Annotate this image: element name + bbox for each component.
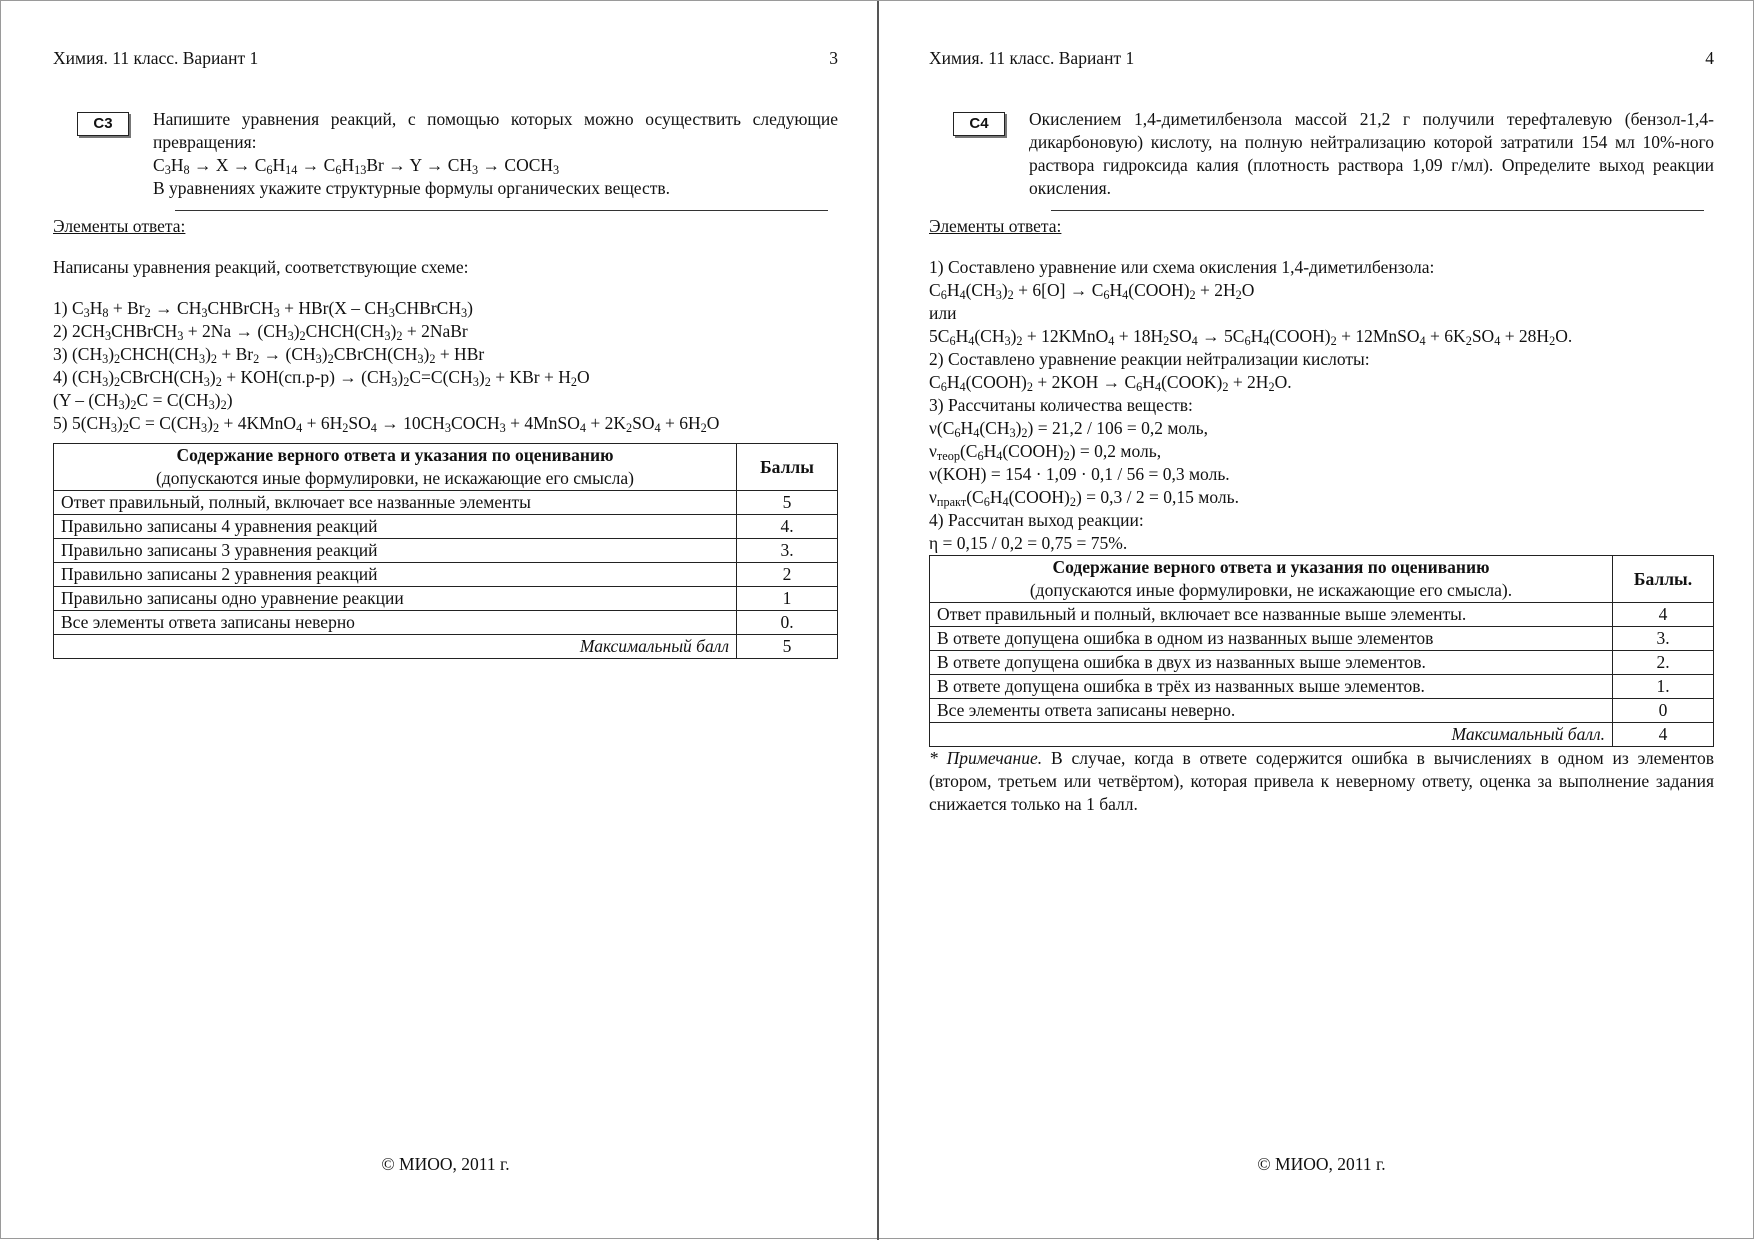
subscript: 6 bbox=[940, 380, 947, 395]
table-max-row bbox=[54, 635, 838, 659]
subscript: 3 bbox=[198, 352, 206, 367]
subscript: 3 bbox=[208, 398, 215, 413]
subscript: 6 bbox=[940, 288, 947, 303]
subscript: 3 bbox=[201, 306, 208, 321]
subscript: 3 bbox=[287, 329, 294, 344]
equation-line: 2) $2CH_3CHBrCH_3 + 2Na$ → $(CH_3)_2CHCH(CH_3)_2$ + 2NaBr bbox=[53, 321, 468, 344]
row-text: В ответе допущена ошибка в одном из названных выше элементов bbox=[930, 627, 1613, 651]
task-text-1: Напишите уравнения реакций, с помощью которых можно осуществить следующие превращения: bbox=[153, 109, 838, 152]
subscript: 2 bbox=[396, 329, 403, 344]
row-score: 1. bbox=[1613, 675, 1714, 699]
solution-line: ν(KOH) = 154 · 1,09 · 0,1 / 56 = 0,3 моль. bbox=[929, 464, 1230, 484]
answer-elements bbox=[53, 215, 838, 659]
subscript: 6 bbox=[949, 334, 956, 349]
task-c3 bbox=[53, 108, 838, 211]
subscript: 4 bbox=[296, 421, 303, 436]
table-row bbox=[54, 491, 838, 515]
subscript: 3 bbox=[472, 163, 479, 178]
subscript: 2 bbox=[484, 375, 491, 390]
row-score: 5 bbox=[737, 491, 838, 515]
table-row bbox=[930, 603, 1714, 627]
subscript: 4 bbox=[973, 426, 980, 441]
table-header-note: (допускаются иные формулировки, не искажающие его смысла) bbox=[156, 468, 634, 488]
subscript: 2 bbox=[570, 375, 577, 390]
subscript: 2 bbox=[130, 398, 137, 413]
left-page bbox=[53, 1, 838, 1240]
table-row bbox=[930, 675, 1714, 699]
task-divider-line bbox=[175, 210, 828, 211]
header-title: Химия. 11 класс. Вариант 1 bbox=[53, 48, 259, 68]
subscript: 4 bbox=[370, 421, 377, 436]
subscript: 3 bbox=[83, 306, 90, 321]
subscript: 2 bbox=[1222, 380, 1229, 395]
note bbox=[929, 747, 1714, 816]
task-label: С4 bbox=[953, 112, 1005, 136]
row-score: 1 bbox=[737, 587, 838, 611]
right-page bbox=[929, 1, 1714, 1240]
subscript: 3 bbox=[201, 421, 208, 436]
subscript: 2 bbox=[212, 421, 220, 436]
subscript: 3 bbox=[499, 421, 506, 436]
subscript: 8 bbox=[102, 306, 109, 321]
subscript: 3 bbox=[177, 329, 184, 344]
table-header-row bbox=[54, 444, 838, 491]
equation-line: 1) $C_3H_8 + Br_2$ → $CH_3CHBrCH_3 + HBr(X$ – $CH_3CHBrCH_3$) bbox=[53, 298, 473, 321]
solution-line: $\nu_{практ}(C_6H_4(COOH)_2) = 0,3 / 2 = 0,15$ моль. bbox=[929, 487, 1239, 510]
row-score: 0. bbox=[737, 611, 838, 635]
subscript: 4 bbox=[959, 380, 966, 395]
subscript: 2 bbox=[1465, 334, 1472, 349]
page-divider bbox=[877, 1, 879, 1240]
subscript: 2 bbox=[1069, 495, 1076, 510]
subscript: 6 bbox=[266, 163, 273, 178]
subscript: 3 bbox=[164, 163, 171, 178]
subscript: 2 bbox=[342, 421, 349, 436]
row-score: 3. bbox=[737, 539, 838, 563]
max-score-label: Максимальный балл. bbox=[930, 723, 1613, 747]
subscript: 6 bbox=[1103, 288, 1110, 303]
subscript: 3 bbox=[995, 288, 1002, 303]
subscript: 3 bbox=[461, 306, 468, 321]
subscript: 4 bbox=[1122, 288, 1129, 303]
grading-table bbox=[53, 443, 838, 659]
solution-line: $C_6H_4(COOH)_2 + 2KOH$ → $C_6H_4(COOK)_2 + 2H_2O$. bbox=[929, 372, 1292, 395]
subscript: 2 bbox=[625, 421, 633, 436]
max-score-value: 4 bbox=[1613, 723, 1714, 747]
solution-line: $C_6H_4(CH_3)_2 + 6[O]$ → $C_6H_4(COOH)_2 + 2H_2O$ bbox=[929, 280, 1255, 303]
table-header-score: Баллы. bbox=[1613, 556, 1714, 603]
table-row bbox=[54, 539, 838, 563]
subscript: 3 bbox=[118, 398, 125, 413]
row-text: Правильно записаны 3 уравнения реакций bbox=[54, 539, 737, 563]
subscript: теор bbox=[936, 449, 960, 464]
subscript: 2 bbox=[429, 352, 436, 367]
subscript: 4 bbox=[968, 334, 975, 349]
table-header-content bbox=[54, 444, 737, 491]
equation-line: 3) $(CH_3)_2CHCH(CH_3)_2 + Br_2$ → $(CH_3)_2CBrCH(CH_3)_2$ + HBr bbox=[53, 344, 485, 367]
subscript: 4 bbox=[959, 288, 966, 303]
subscript: 2 bbox=[1007, 288, 1014, 303]
transformation-scheme: $C_3H_8 \to X \to C_6H_{14} \to C_6H_{13}Br \to Y \to CH_3$ → $COCH_3$ bbox=[153, 155, 560, 178]
row-score: 4 bbox=[1613, 603, 1714, 627]
solution-line: 3) Рассчитаны количества веществ: bbox=[929, 395, 1193, 415]
subscript: 4 bbox=[1419, 334, 1426, 349]
subscript: 2 bbox=[1026, 380, 1033, 395]
subscript: 2 bbox=[403, 375, 410, 390]
row-text: Правильно записаны 2 уравнения реакций bbox=[54, 563, 737, 587]
subscript: 2 bbox=[1268, 380, 1275, 395]
task-divider-line bbox=[1051, 210, 1704, 211]
page-footer: © МИОО, 2011 г. bbox=[1257, 1154, 1386, 1174]
task-text: Окислением 1,4-диметилбензола массой 21,2 г получили терефталевую (бензол-1,4-дикарбоновую) кислоту, на полную нейтрализацию которой затратили 154 мл 10%-ного раствора гидроксида калия (плотность раствора 1,09 г/мл). Определите выход реакции окисления. bbox=[1029, 109, 1714, 198]
subscript: 2 bbox=[1163, 334, 1170, 349]
row-score: 0 bbox=[1613, 699, 1714, 723]
page-number: 3 bbox=[829, 48, 838, 68]
row-text: Ответ правильный, полный, включает все названные элементы bbox=[54, 491, 737, 515]
subscript: 2 bbox=[1549, 334, 1556, 349]
table-row bbox=[54, 515, 838, 539]
table-header-bold: Содержание верного ответа и указания по оцениванию bbox=[1052, 557, 1490, 577]
subscript: 3 bbox=[105, 329, 112, 344]
subscript: 2 bbox=[1021, 426, 1028, 441]
subscript: 13 bbox=[354, 163, 367, 178]
subscript: 6 bbox=[1244, 334, 1251, 349]
table-row bbox=[54, 587, 838, 611]
max-score-value: 5 bbox=[737, 635, 838, 659]
subscript: 3 bbox=[417, 352, 424, 367]
subscript: 8 bbox=[183, 163, 190, 178]
row-score: 2 bbox=[737, 563, 838, 587]
solution-line: $\nu(C_6H_4(CH_3)_2) = 21,2 / 106 = 0,2$ моль, bbox=[929, 418, 1209, 441]
subscript: 4 bbox=[1263, 334, 1270, 349]
subscript: 3 bbox=[391, 375, 398, 390]
grading-table bbox=[929, 555, 1714, 747]
solution-list bbox=[929, 256, 1714, 555]
solution-line: $5C_6H_4(CH_3)_2$ + 12KMnO$_4$ + $18H_2SO_4$ → $5C_6H_4(COOH)_2$ + 12MnSO$_4$ + $6K_2SO_4 + 28H_2O$. bbox=[929, 326, 1573, 349]
page-number: 4 bbox=[1705, 48, 1714, 68]
subscript: 2 bbox=[700, 421, 707, 436]
subscript: 6 bbox=[983, 495, 990, 510]
table-max-row bbox=[930, 723, 1714, 747]
table-header-score: Баллы bbox=[737, 444, 838, 491]
solution-line: 2) Составлено уравнение реакции нейтрализации кислоты: bbox=[929, 349, 1370, 369]
solution-line: $\nu_{теор}(C_6H_4(COOH)_2) = 0,2$ моль, bbox=[929, 441, 1162, 464]
subscript: 3 bbox=[102, 375, 109, 390]
subscript: 6 bbox=[954, 426, 961, 441]
row-text: Правильно записаны одно уравнение реакции bbox=[54, 587, 737, 611]
row-score: 3. bbox=[1613, 627, 1714, 651]
equation-line: 4) $(CH_3)_2CBrCH(CH_3)_2 + KOH(сп.р-р) \to (CH_3)_2C=C(CH_3)_2$ + KBr + $H_2O$ bbox=[53, 367, 590, 390]
subscript: 4 bbox=[1191, 334, 1198, 349]
subscript: 2 bbox=[1189, 288, 1196, 303]
note-text: В случае, когда в ответе содержится ошибка в вычислениях в одном из элементов (втором, третьем или четвёртом), которая привела к неверному ответу, оценка за выполнение задания снижается только на 1 балл. bbox=[929, 748, 1714, 814]
table-header-note: (допускаются иные формулировки, не искажающие его смысла). bbox=[1029, 580, 1513, 600]
row-text: Ответ правильный и полный, включает все названные выше элементы. bbox=[930, 603, 1613, 627]
subscript: 3 bbox=[203, 375, 210, 390]
table-header-content bbox=[930, 556, 1613, 603]
row-text: В ответе допущена ошибка в трёх из названных выше элементов. bbox=[930, 675, 1613, 699]
subscript: 14 bbox=[285, 163, 298, 178]
subscript: 3 bbox=[472, 375, 479, 390]
subscript: 3 bbox=[553, 163, 560, 178]
subscript: 6 bbox=[977, 449, 984, 464]
subscript: 2 bbox=[1063, 449, 1070, 464]
subscript: 3 bbox=[110, 421, 117, 436]
subscript: 6 bbox=[335, 163, 342, 178]
subscript: 2 bbox=[1330, 334, 1337, 349]
row-score: 4. bbox=[737, 515, 838, 539]
table-header-row bbox=[930, 556, 1714, 603]
table-row bbox=[930, 699, 1714, 723]
table-row bbox=[930, 651, 1714, 675]
table-header-bold: Содержание верного ответа и указания по оцениванию bbox=[176, 445, 614, 465]
subscript: 4 bbox=[1002, 495, 1009, 510]
equation-line: 5) $5(CH_3)_2C = C(CH_3)_2$ + 4KMnO$_4$ + $6H_2SO_4$ → $10CH_3COCH_3$ + 4MnSO$_4$ + $2K_2SO_4 + 6H_2O$ bbox=[53, 413, 720, 436]
solution-line: 4) Рассчитан выход реакции: bbox=[929, 510, 1144, 530]
page-header bbox=[53, 47, 838, 71]
note-label: * Примечание. bbox=[929, 748, 1043, 768]
subscript: 4 bbox=[1108, 334, 1115, 349]
subscript: 4 bbox=[1494, 334, 1501, 349]
row-score: 2. bbox=[1613, 651, 1714, 675]
table-row bbox=[54, 611, 838, 635]
row-text: В ответе допущена ошибка в двух из названных выше элементов. bbox=[930, 651, 1613, 675]
solution-line: 1) Составлено уравнение или схема окисления 1,4-диметилбензола: bbox=[929, 257, 1435, 277]
subscript: 3 bbox=[1004, 334, 1011, 349]
page-footer: © МИОО, 2011 г. bbox=[381, 1154, 510, 1174]
max-score-label: Максимальный балл bbox=[54, 635, 737, 659]
subscript: 3 bbox=[444, 421, 452, 436]
solution-line: η = 0,15 / 0,2 = 0,75 = 75%. bbox=[929, 533, 1128, 553]
subscript: 2 bbox=[253, 352, 260, 367]
subscript: 3 bbox=[1009, 426, 1016, 441]
row-text: Все элементы ответа записаны неверно bbox=[54, 611, 737, 635]
subscript: 4 bbox=[654, 421, 661, 436]
task-label: С3 bbox=[77, 112, 129, 136]
answer-elements bbox=[929, 215, 1714, 816]
subscript: 4 bbox=[996, 449, 1003, 464]
answer-heading: Элементы ответа: bbox=[53, 216, 186, 236]
subscript: 6 bbox=[1136, 380, 1143, 395]
answer-heading: Элементы ответа: bbox=[929, 216, 1062, 236]
subscript: 2 bbox=[1016, 334, 1023, 349]
equation-line: $(Y - (CH_3)_2C = C(CH_3)_2)$ bbox=[53, 390, 233, 413]
row-text: Правильно записаны 4 уравнения реакций bbox=[54, 515, 737, 539]
subscript: 2 bbox=[299, 329, 306, 344]
subscript: 3 bbox=[388, 306, 395, 321]
page-header bbox=[929, 47, 1714, 71]
task-text bbox=[153, 108, 838, 200]
subscript: 2 bbox=[114, 352, 121, 367]
answer-intro: Написаны уравнения реакций, соответствующие схеме: bbox=[53, 257, 469, 277]
subscript: 2 bbox=[144, 306, 151, 321]
solution-line: или bbox=[929, 303, 957, 323]
subscript: 4 bbox=[1154, 380, 1162, 395]
table-row bbox=[930, 627, 1714, 651]
header-title: Химия. 11 класс. Вариант 1 bbox=[929, 48, 1135, 68]
subscript: 3 bbox=[384, 329, 391, 344]
task-c4 bbox=[929, 108, 1714, 211]
subscript: 3 bbox=[102, 352, 109, 367]
row-text: Все элементы ответа записаны неверно. bbox=[930, 699, 1613, 723]
subscript: 2 bbox=[210, 352, 218, 367]
subscript: 2 bbox=[114, 375, 121, 390]
subscript: 3 bbox=[315, 352, 322, 367]
subscript: 2 bbox=[220, 398, 227, 413]
subscript: 2 bbox=[1235, 288, 1242, 303]
subscript: 4 bbox=[579, 421, 586, 436]
subscript: 2 bbox=[215, 375, 222, 390]
table-row bbox=[54, 563, 838, 587]
subscript: 2 bbox=[327, 352, 334, 367]
equation-list bbox=[53, 297, 838, 435]
subscript: 3 bbox=[273, 306, 280, 321]
subscript: 2 bbox=[122, 421, 129, 436]
task-text-2: В уравнениях укажите структурные формулы органических веществ. bbox=[153, 178, 671, 198]
subscript: практ bbox=[936, 495, 967, 510]
